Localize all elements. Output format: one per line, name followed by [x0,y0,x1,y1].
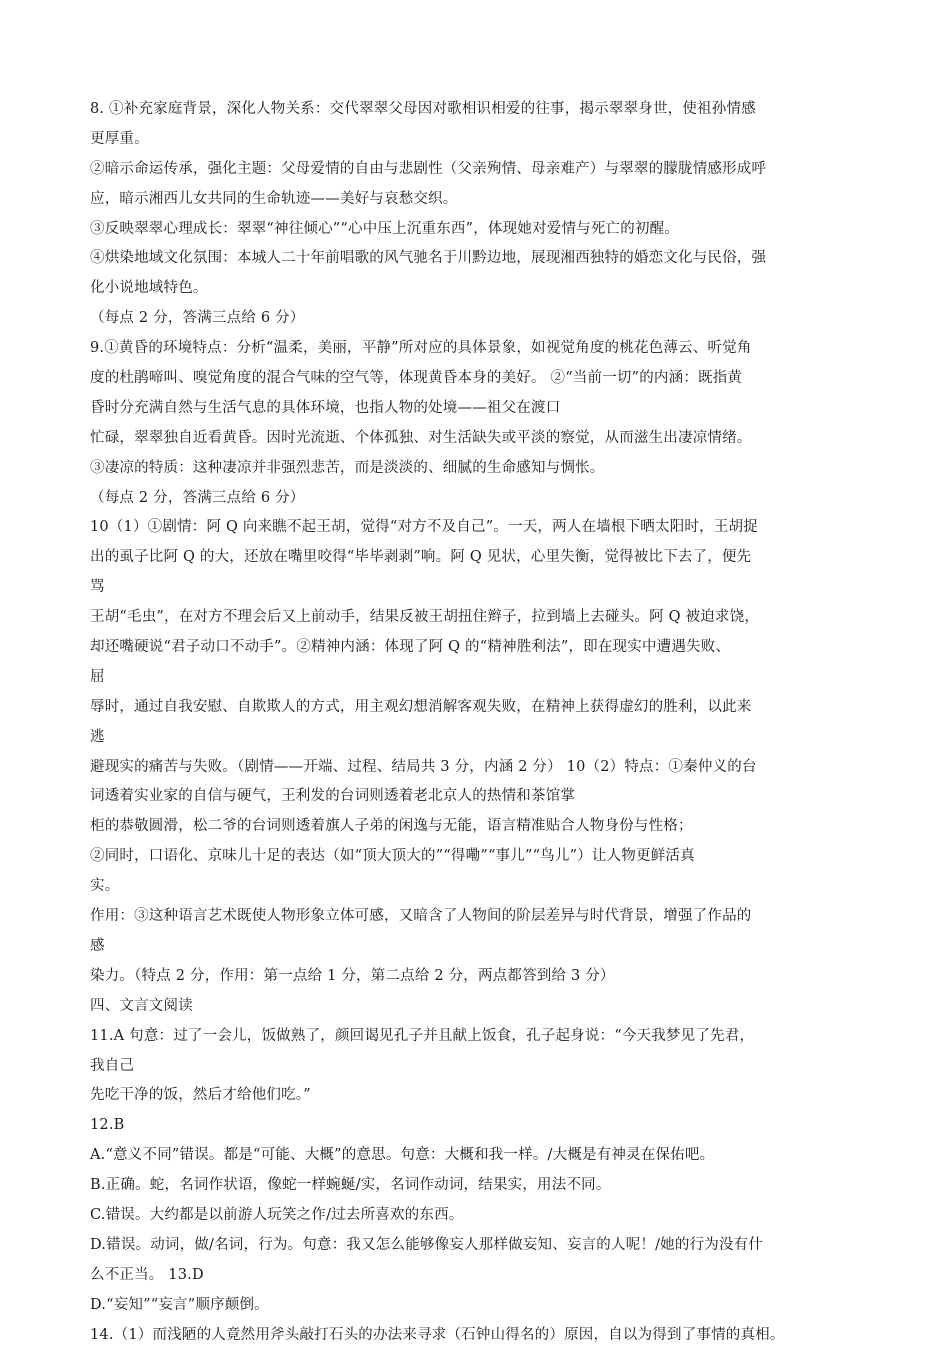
text-line: ②暗示命运传承，强化主题：父母爱情的自由与悲剧性（父亲殉情、母亲难产）与翠翠的朦胧情感形成呼 [90,160,767,177]
text-line: 作用：③这种语言艺术既使人物形象立体可感，又暗含了人物间的阶层差异与时代背景，增强了作品的 [90,908,752,925]
text-line: 王胡“毛虫”，在对方不理会后又上前动手，结果反被王胡扭住辫子，拉到墙上去碰头。阿 Q 被迫求饶， [90,609,760,626]
text-line: 8. ①补充家庭背景，深化人物关系：交代翠翠父母因对歌相识相爱的往事，揭示翠翠身世，使祖孙情感 [90,101,756,117]
text-line: ②同时，口语化、京味儿十足的表达（如“顶大顶大的”“得嘞”“事儿”“鸟儿”）让人物更鲜活真 [90,848,695,865]
text-line: 出的虱子比阿 Q 的大，还放在嘴里咬得“毕毕剥剥”响。阿 Q 见状，心里失衡，觉得被比下去了，便先 [90,549,752,566]
text-line: 柜的恭敬圆滑，松二爷的台词则透着旗人子弟的闲逸与无能，语言精准贴合人物身份与性格； [90,818,693,835]
text-line: 么不正当。 13.D [90,1266,204,1283]
text-line: 应，暗示湘西儿女共同的生命轨迹——美好与哀愁交织。 [90,190,458,207]
text-line: ③凄凉的特质：这种凄凉并非强烈悲苦，而是淡淡的、细腻的生命感知与惆怅。 [90,459,605,476]
text-line: B.正确。蛇，名词作状语，像蛇一样蜿蜒/实，名词作动词，结果实，用法不同。 [90,1177,611,1194]
text-line: 却还嘴硬说“君子动口不动手”。②精神内涵：体现了阿 Q 的“精神胜利法”，即在现实中遭遇失败、 [90,639,731,656]
text-line: 屈 [90,668,105,685]
text-line: 昏时分充满自然与生活气息的具体环境，也指人物的处境——祖父在渡口 [90,399,561,416]
text-line: 10（1）①剧情：阿 Q 向来瞧不起王胡，觉得“对方不及自己”。一天，两人在墙根下晒太阳时，王胡捉 [90,519,758,536]
text-line: 避现实的痛苦与失败。（剧情——开端、过程、结局共 3 分，内涵 2 分） 10（2）特点：①秦仲义的台 [90,758,757,775]
text-line: D.“妄知”“妄言”顺序颠倒。 [90,1296,269,1313]
text-line: A.“意义不同”错误。都是“可能、大概”的意思。句意：大概和我一样。/大概是有神灵在保佑吧。 [90,1147,715,1164]
text-line: 度的杜鹃啼叫、嗅觉角度的混合气味的空气等，体现黄昏本身的美好。 ②“当前一切”的内涵：既指黄 [90,370,743,387]
text-line: 先吃干净的饭，然后才给他们吃。” [90,1087,311,1104]
section-heading: 四、文言文阅读 [90,997,193,1014]
text-line: 12.B [90,1117,125,1134]
text-line: 9.①黄昏的环境特点：分析“温柔，美丽，平静”所对应的具体景象，如视觉角度的桃花色薄云、听觉角 [90,340,752,357]
text-line: 辱时，通过自我安慰、自欺欺人的方式，用主观幻想消解客观失败，在精神上获得虚幻的胜利，以此来 [90,698,752,715]
text-line: 骂 [90,579,105,596]
answer-document [90,95,870,1350]
text-line: 化小说地域特色。 [90,280,208,297]
text-line: （每点 2 分，答满三点给 6 分） [90,310,305,327]
text-line: ④烘染地域文化氛围：本城人二十年前唱歌的风气驰名于川黔边地，展现湘西独特的婚恋文化与民俗，强 [90,250,767,267]
text-line: 染力。（特点 2 分，作用：第一点给 1 分，第二点给 2 分，两点都答到给 3 分） [90,967,615,984]
text-line: 忙碌，翠翠独自近看黄昏。因时光流逝、个体孤独、对生活缺失或平淡的察觉，从而滋生出凄凉情绪。 [90,429,752,446]
text-line: 我自己 [90,1057,135,1074]
text-line: ③反映翠翠心理成长：翠翠“神往倾心”“心中压上沉重东西”，体现她对爱情与死亡的初醒。 [90,220,680,237]
text-line: 11.A 句意：过了一会儿，饭做熟了，颜回谒见孔子并且献上饭食，孔子起身说：“今天我梦见了先君， [90,1027,755,1044]
text-line: 逃 [90,728,105,745]
text-line: C.错误。大约都是以前游人玩笑之作/过去所喜欢的东西。 [90,1206,464,1223]
text-line: 实。 [90,878,120,895]
text-line: （每点 2 分，答满三点给 6 分） [90,489,305,506]
text-line: 词透着实业家的自信与硬气，王利发的台词则透着老北京人的热情和茶馆掌 [90,788,576,805]
text-line: 14.（1）而浅陋的人竟然用斧头敲打石头的办法来寻求（石钟山得名的）原因，自以为得到了事情的真相。 [90,1326,785,1343]
text-line: 更厚重。 [90,130,149,147]
text-line: 感 [90,937,105,954]
text-line: D.错误。动词，做/名词，行为。句意：我又怎么能够像妄人那样做妄知、妄言的人呢！/她的行为没有什 [90,1236,764,1253]
